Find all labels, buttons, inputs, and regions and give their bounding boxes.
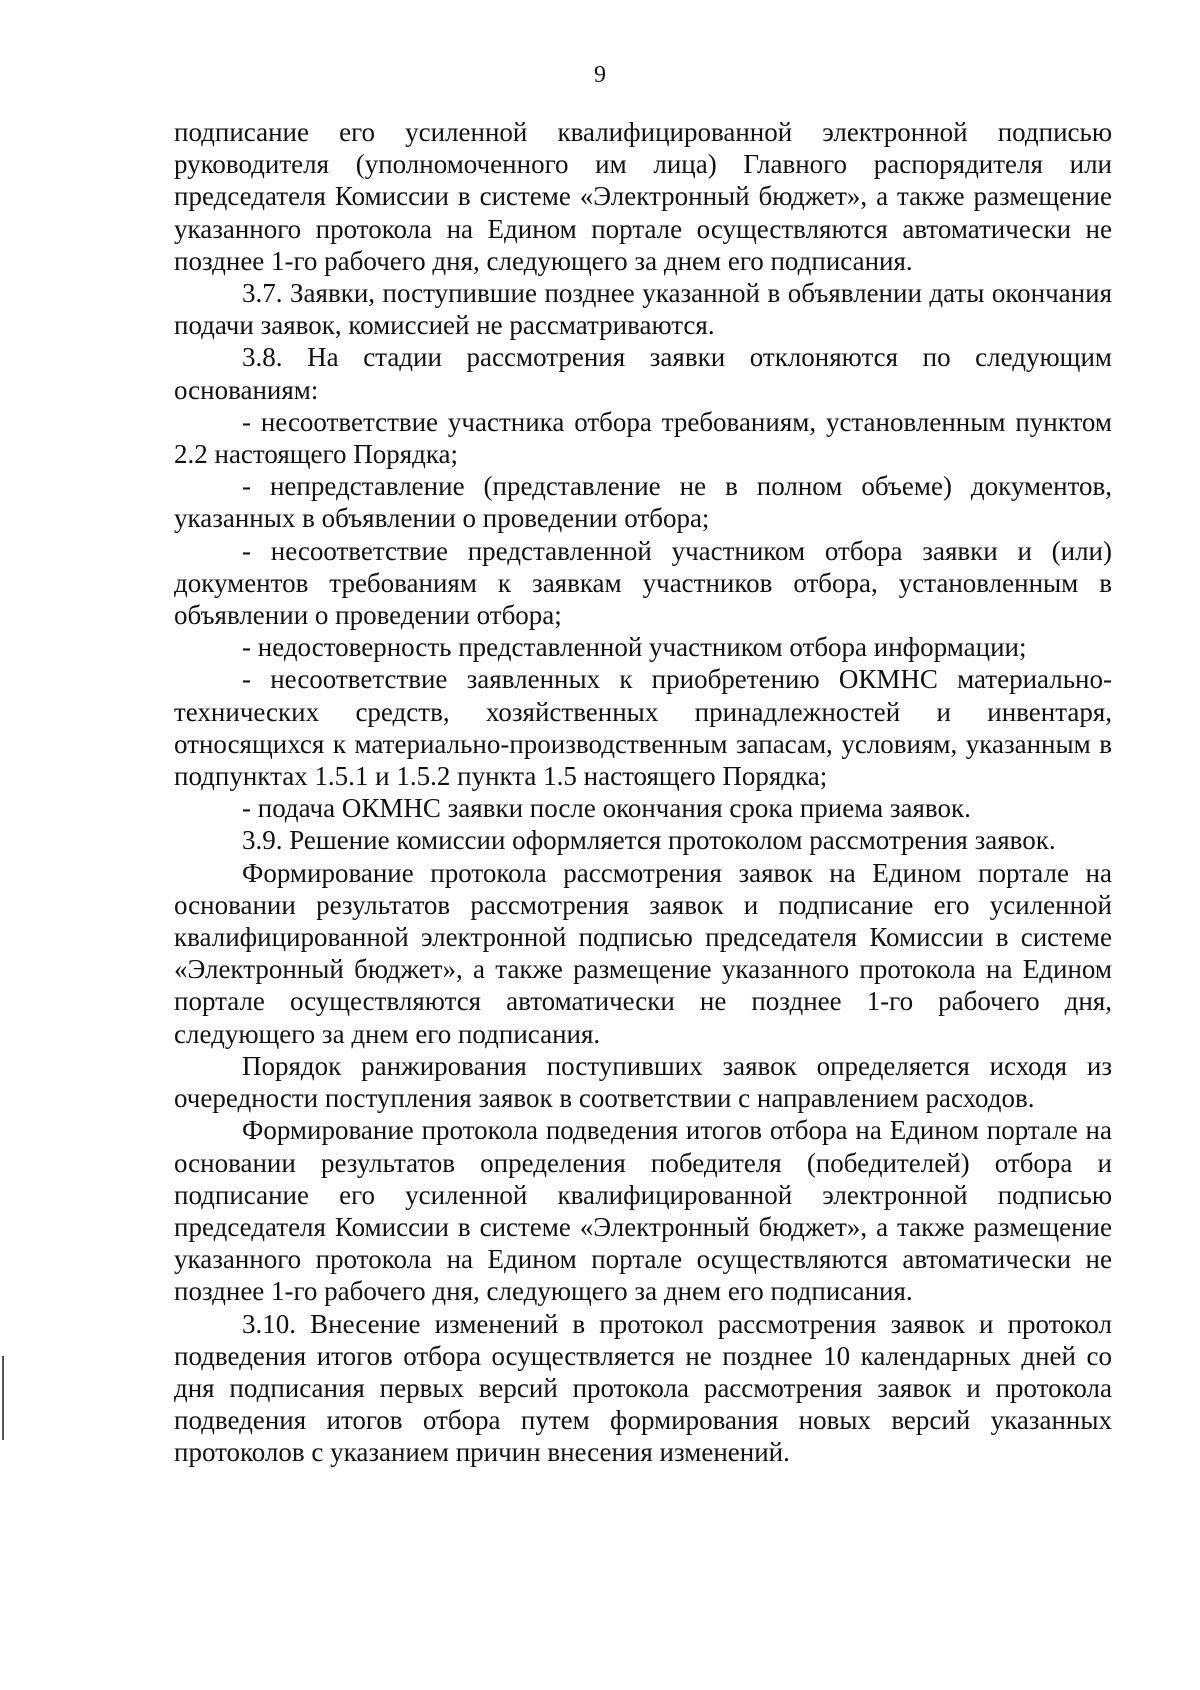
list-item-rejection-reason: - подача ОКМНС заявки после окончания срока приема заявок. bbox=[242, 793, 971, 824]
paragraph-3-10: 3.10. Внесение изменений в протокол рассмотрения заявок и протокол подведения итогов отбора осуществляется не позднее 10 календарных дней со дня подписания первых версий протокола рассмотрения заявок и протокола подведения итогов отбора путем формирования новых версий указанных протоколов с указанием причин внесения изменений. bbox=[174, 1308, 1112, 1468]
list-item-rejection-reason: - недостоверность представленной участником отбора информации; bbox=[242, 632, 1027, 663]
list-item-rejection-reason: - несоответствие заявленных к приобретению ОКМНС материально-технических средств, хозяйственных принадлежностей и инвентаря, относящихся к материально-производственным запасам, условиям, указанным в подпунктах 1.5.1 и 1.5.2 пункта 1.5 настоящего Порядка; bbox=[174, 664, 1112, 792]
list-item-rejection-reason: - непредставление (представление не в полном объеме) документов, указанных в объявлении о проведении отбора; bbox=[174, 471, 1112, 534]
paragraph-3-8: 3.8. На стадии рассмотрения заявки отклоняются по следующим основаниям: bbox=[174, 342, 1112, 405]
page-number: 9 bbox=[594, 62, 606, 88]
paragraph-3-9: 3.9. Решение комиссии оформляется протоколом рассмотрения заявок. bbox=[242, 825, 1056, 856]
paragraph-3-7: 3.7. Заявки, поступившие позднее указанной в объявлении даты окончания подачи заявок, комиссией не рассматриваются. bbox=[174, 278, 1112, 341]
paragraph-continuation: подписание его усиленной квалифицированной электронной подписью руководителя (уполномоченного им лица) Главного распорядителя или председателя Комиссии в системе «Электронный бюджет», а также размещение указанного протокола на Едином портале осуществляются автоматически не позднее 1-го рабочего дня, следующего за днем его подписания. bbox=[174, 117, 1112, 276]
document-body bbox=[174, 116, 1112, 1469]
paragraph-ranking-order: Порядок ранжирования поступивших заявок определяется исходя из очередности поступления заявок в соответствии с направлением расходов. bbox=[174, 1050, 1112, 1114]
list-item-rejection-reason: - несоответствие представленной участником отбора заявки и (или) документов требованиям к заявкам участников отбора, установленным в объявлении о проведении отбора; bbox=[174, 535, 1112, 631]
paragraph-review-protocol: Формирование протокола рассмотрения заявок на Едином портале на основании результатов рассмотрения заявок и подписание его усиленной квалифицированной электронной подписью председателя Комиссии в системе «Электронный бюджет», а также размещение указанного протокола на Едином портале осуществляются автоматически не позднее 1-го рабочего дня, следующего за днем его подписания. bbox=[174, 857, 1112, 1049]
paragraph-results-protocol: Формирование протокола подведения итогов отбора на Едином портале на основании результатов определения победителя (победителей) отбора и подписание его усиленной квалифицированной электронной подписью председателя Комиссии в системе «Электронный бюджет», а также размещение указанного протокола на Едином портале осуществляются автоматически не позднее 1-го рабочего дня, следующего за днем его подписания. bbox=[174, 1115, 1112, 1307]
scan-edge-mark bbox=[2, 1356, 4, 1440]
list-item-rejection-reason: - несоответствие участника отбора требованиям, установленным пунктом 2.2 настоящего Порядка; bbox=[174, 406, 1112, 470]
